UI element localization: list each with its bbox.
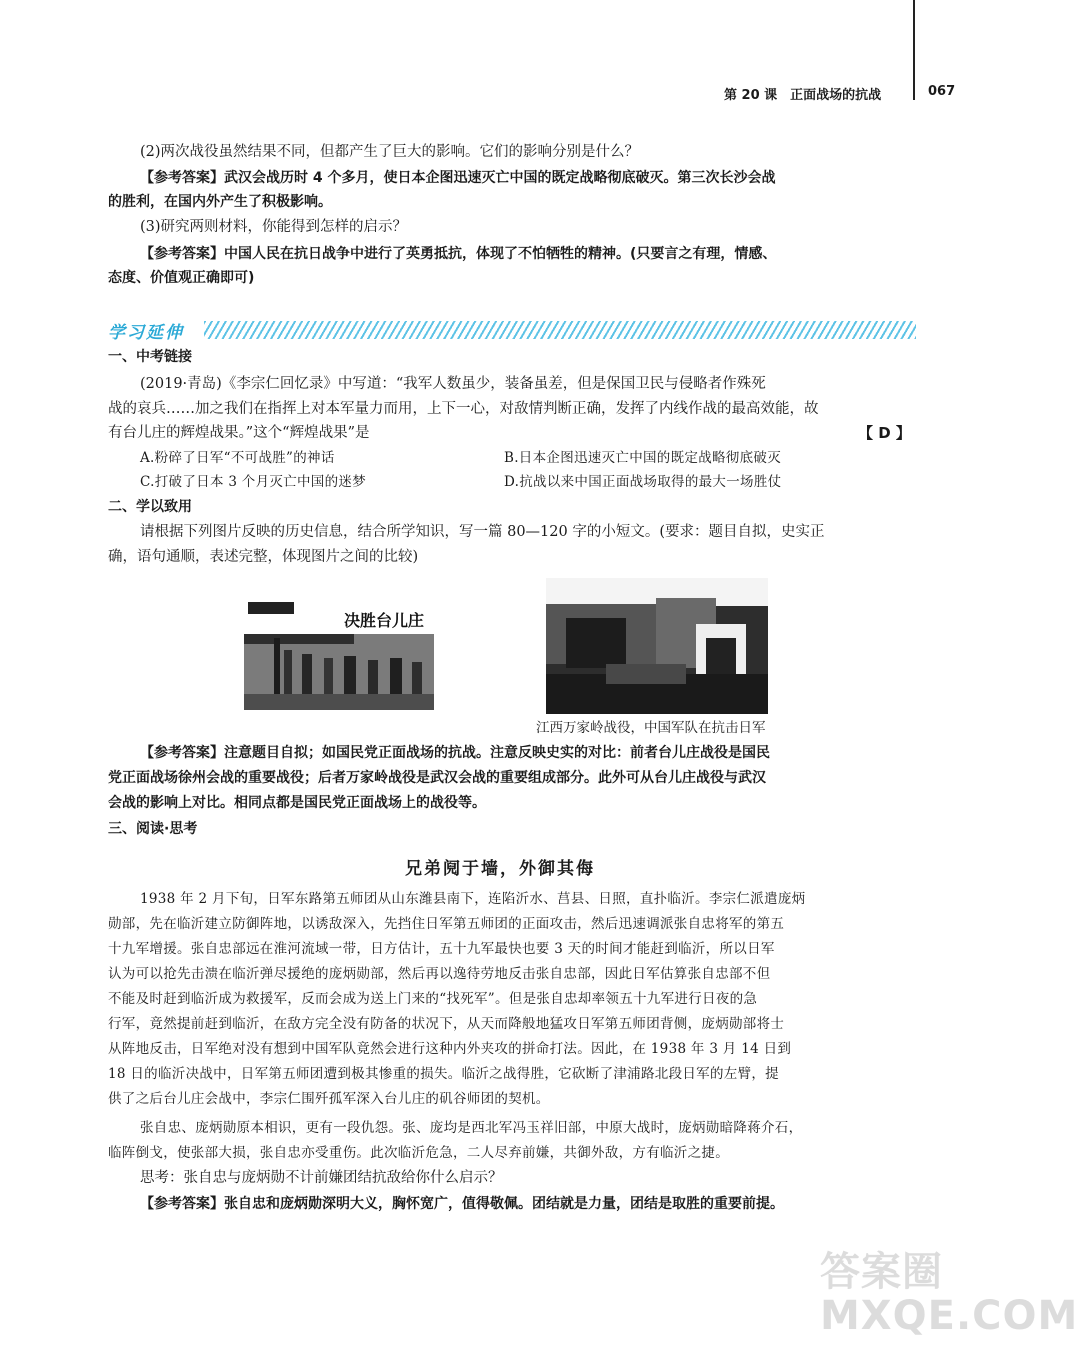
part2-answer-line3: 会战的影响上对比。相同点都是国民党正面战场上的战役等。 bbox=[108, 795, 486, 811]
para1-line: 勋部，先在临沂建立防御阵地，以诱敌深入，先挡住日军第五师团的正面攻击，然后迅速调派张自忠将军的第五 bbox=[108, 916, 785, 932]
para1-line: 从阵地反击，日军绝对没有想到中国军队竟然会进行这种内外夹攻的拼命打法。因此，在 1938 年 3 月 14 日到 bbox=[108, 1041, 792, 1057]
question-2: (2)两次战役虽然结果不同，但都产生了巨大的影响。它们的影响分别是什么？ bbox=[140, 144, 640, 160]
part2-line2: 确，语句通顺，表述完整，体现图片之间的比较) bbox=[108, 549, 419, 565]
header-divider bbox=[913, 0, 915, 100]
para2-line: 临阵倒戈，使张部大损，张自忠亦受重伤。此次临沂危急，二人尽弃前嫌，共御外敌，方有临沂之捷。 bbox=[108, 1145, 729, 1161]
wanjialing-caption: 江西万家岭战役，中国军队在抗击日军 bbox=[536, 720, 766, 736]
section-banner bbox=[108, 318, 916, 342]
page-number: 067 bbox=[928, 84, 956, 99]
taierzhuang-photo bbox=[244, 598, 434, 710]
part1-line1: (2019·青岛)《李宗仁回忆录》中写道：“我军人数虽少，装备虽差，但是保国卫民与侵略者作殊死 bbox=[140, 376, 766, 392]
para1-line: 认为可以抢先击溃在临沂弹尽援绝的庞炳勋部，然后再以逸待劳地反击张自忠部，因此日军估算张自忠部不但 bbox=[108, 966, 771, 982]
watermark-text: 答案圈 MXQE.COM bbox=[820, 1249, 1078, 1339]
question-3: (3)研究两则材料，你能得到怎样的启示？ bbox=[140, 219, 408, 235]
part1-heading: 一、中考链接 bbox=[108, 349, 192, 365]
banner-stripes bbox=[204, 321, 916, 339]
q3-answer-line2: 态度、价值观正确即可) bbox=[108, 270, 255, 286]
part2-answer-line1: 【参考答案】注意题目自拟；如国民党正面战场的抗战。注意反映史实的对比：前者台儿庄战役是国民 bbox=[140, 745, 770, 761]
para1-line: 十九军增援。张自忠部远在淮河流域一带，日方估计，五十九军最快也要 3 天的时间才能赶到临沂，所以日军 bbox=[108, 941, 775, 957]
wanjialing-photo-graphic bbox=[546, 578, 768, 714]
part3-heading: 三、阅读·思考 bbox=[108, 821, 198, 837]
q3-answer-line1: 【参考答案】中国人民在抗日战争中进行了英勇抵抗，体现了不怕牺牲的精神。(只要言之有理，情感、 bbox=[140, 246, 777, 262]
part1-line3: 有台儿庄的辉煌战果。”这个“辉煌战果”是 bbox=[108, 425, 370, 441]
watermark-logo bbox=[820, 1249, 1078, 1340]
part3-question: 思考：张自忠与庞炳勋不计前嫌团结抗敌给你什么启示？ bbox=[140, 1170, 503, 1186]
taierzhuang-photo-title: 决胜台儿庄 bbox=[344, 611, 425, 630]
section-title: 学习延伸 bbox=[108, 323, 184, 343]
option-d: D.抗战以来中国正面战场取得的最大一场胜仗 bbox=[504, 474, 782, 490]
part2-line1: 请根据下列图片反映的历史信息，结合所学知识，写一篇 80—120 字的小短文。(要求：题目自拟，史实正 bbox=[140, 524, 825, 540]
part2-answer-line2: 党正面战场徐州会战的重要战役；后者万家岭战役是武汉会战的重要组成部分。此外可从台儿庄战役与武汉 bbox=[108, 770, 766, 786]
para1-line: 1938 年 2 月下旬，日军东路第五师团从山东潍县南下，连陷沂水、莒县、日照，直扑临沂。李宗仁派遣庞炳 bbox=[140, 891, 806, 907]
wanjialing-photo bbox=[546, 578, 768, 714]
q2-answer-line1: 【参考答案】武汉会战历时 4 个多月，使日本企图迅速灭亡中国的既定战略彻底破灭。第三次长沙会战 bbox=[140, 170, 776, 186]
para1-line: 18 日的临沂决战中，日军第五师团遭到极其惨重的损失。临沂之战得胜，它砍断了津浦路北段日军的左臂，提 bbox=[108, 1066, 779, 1082]
option-b: B.日本企图迅速灭亡中国的既定战略彻底破灭 bbox=[504, 450, 782, 466]
lesson-title: 第 20 课 正面战场的抗战 bbox=[724, 88, 882, 103]
part2-heading: 二、学以致用 bbox=[108, 499, 192, 515]
para1-line: 行军，竟然提前赶到临沂，在敌方完全没有防备的状况下，从天而降般地猛攻日军第五师团背侧，庞炳勋部将士 bbox=[108, 1016, 785, 1032]
part1-answer: 【 D 】 bbox=[858, 424, 911, 442]
option-a: A.粉碎了日军“不可战胜”的神话 bbox=[140, 450, 335, 466]
para1-line: 不能及时赶到临沂成为救援军，反而会成为送上门来的“找死军”。但是张自忠却率领五十九军进行日夜的急 bbox=[108, 991, 758, 1007]
part3-answer: 【参考答案】张自忠和庞炳勋深明大义，胸怀宽广，值得敬佩。团结就是力量，团结是取胜的重要前提。 bbox=[140, 1196, 784, 1212]
option-c: C.打破了日本 3 个月灭亡中国的迷梦 bbox=[140, 474, 367, 490]
para2-line: 张自忠、庞炳勋原本相识，更有一段仇怨。张、庞均是西北军冯玉祥旧部，中原大战时，庞炳勋暗降蒋介石， bbox=[140, 1120, 803, 1136]
q2-answer-line2: 的胜利，在国内外产生了积极影响。 bbox=[108, 194, 332, 210]
article-title: 兄弟阋于墙，外御其侮 bbox=[405, 859, 595, 879]
part1-line2: 战的哀兵……加之我们在指挥上对本军量力而用，上下一心，对敌情判断正确，发挥了内线作战的最高效能，故 bbox=[108, 401, 819, 417]
para1-line: 供了之后台儿庄会战中，李宗仁围歼孤军深入台儿庄的矶谷师团的契机。 bbox=[108, 1091, 550, 1107]
